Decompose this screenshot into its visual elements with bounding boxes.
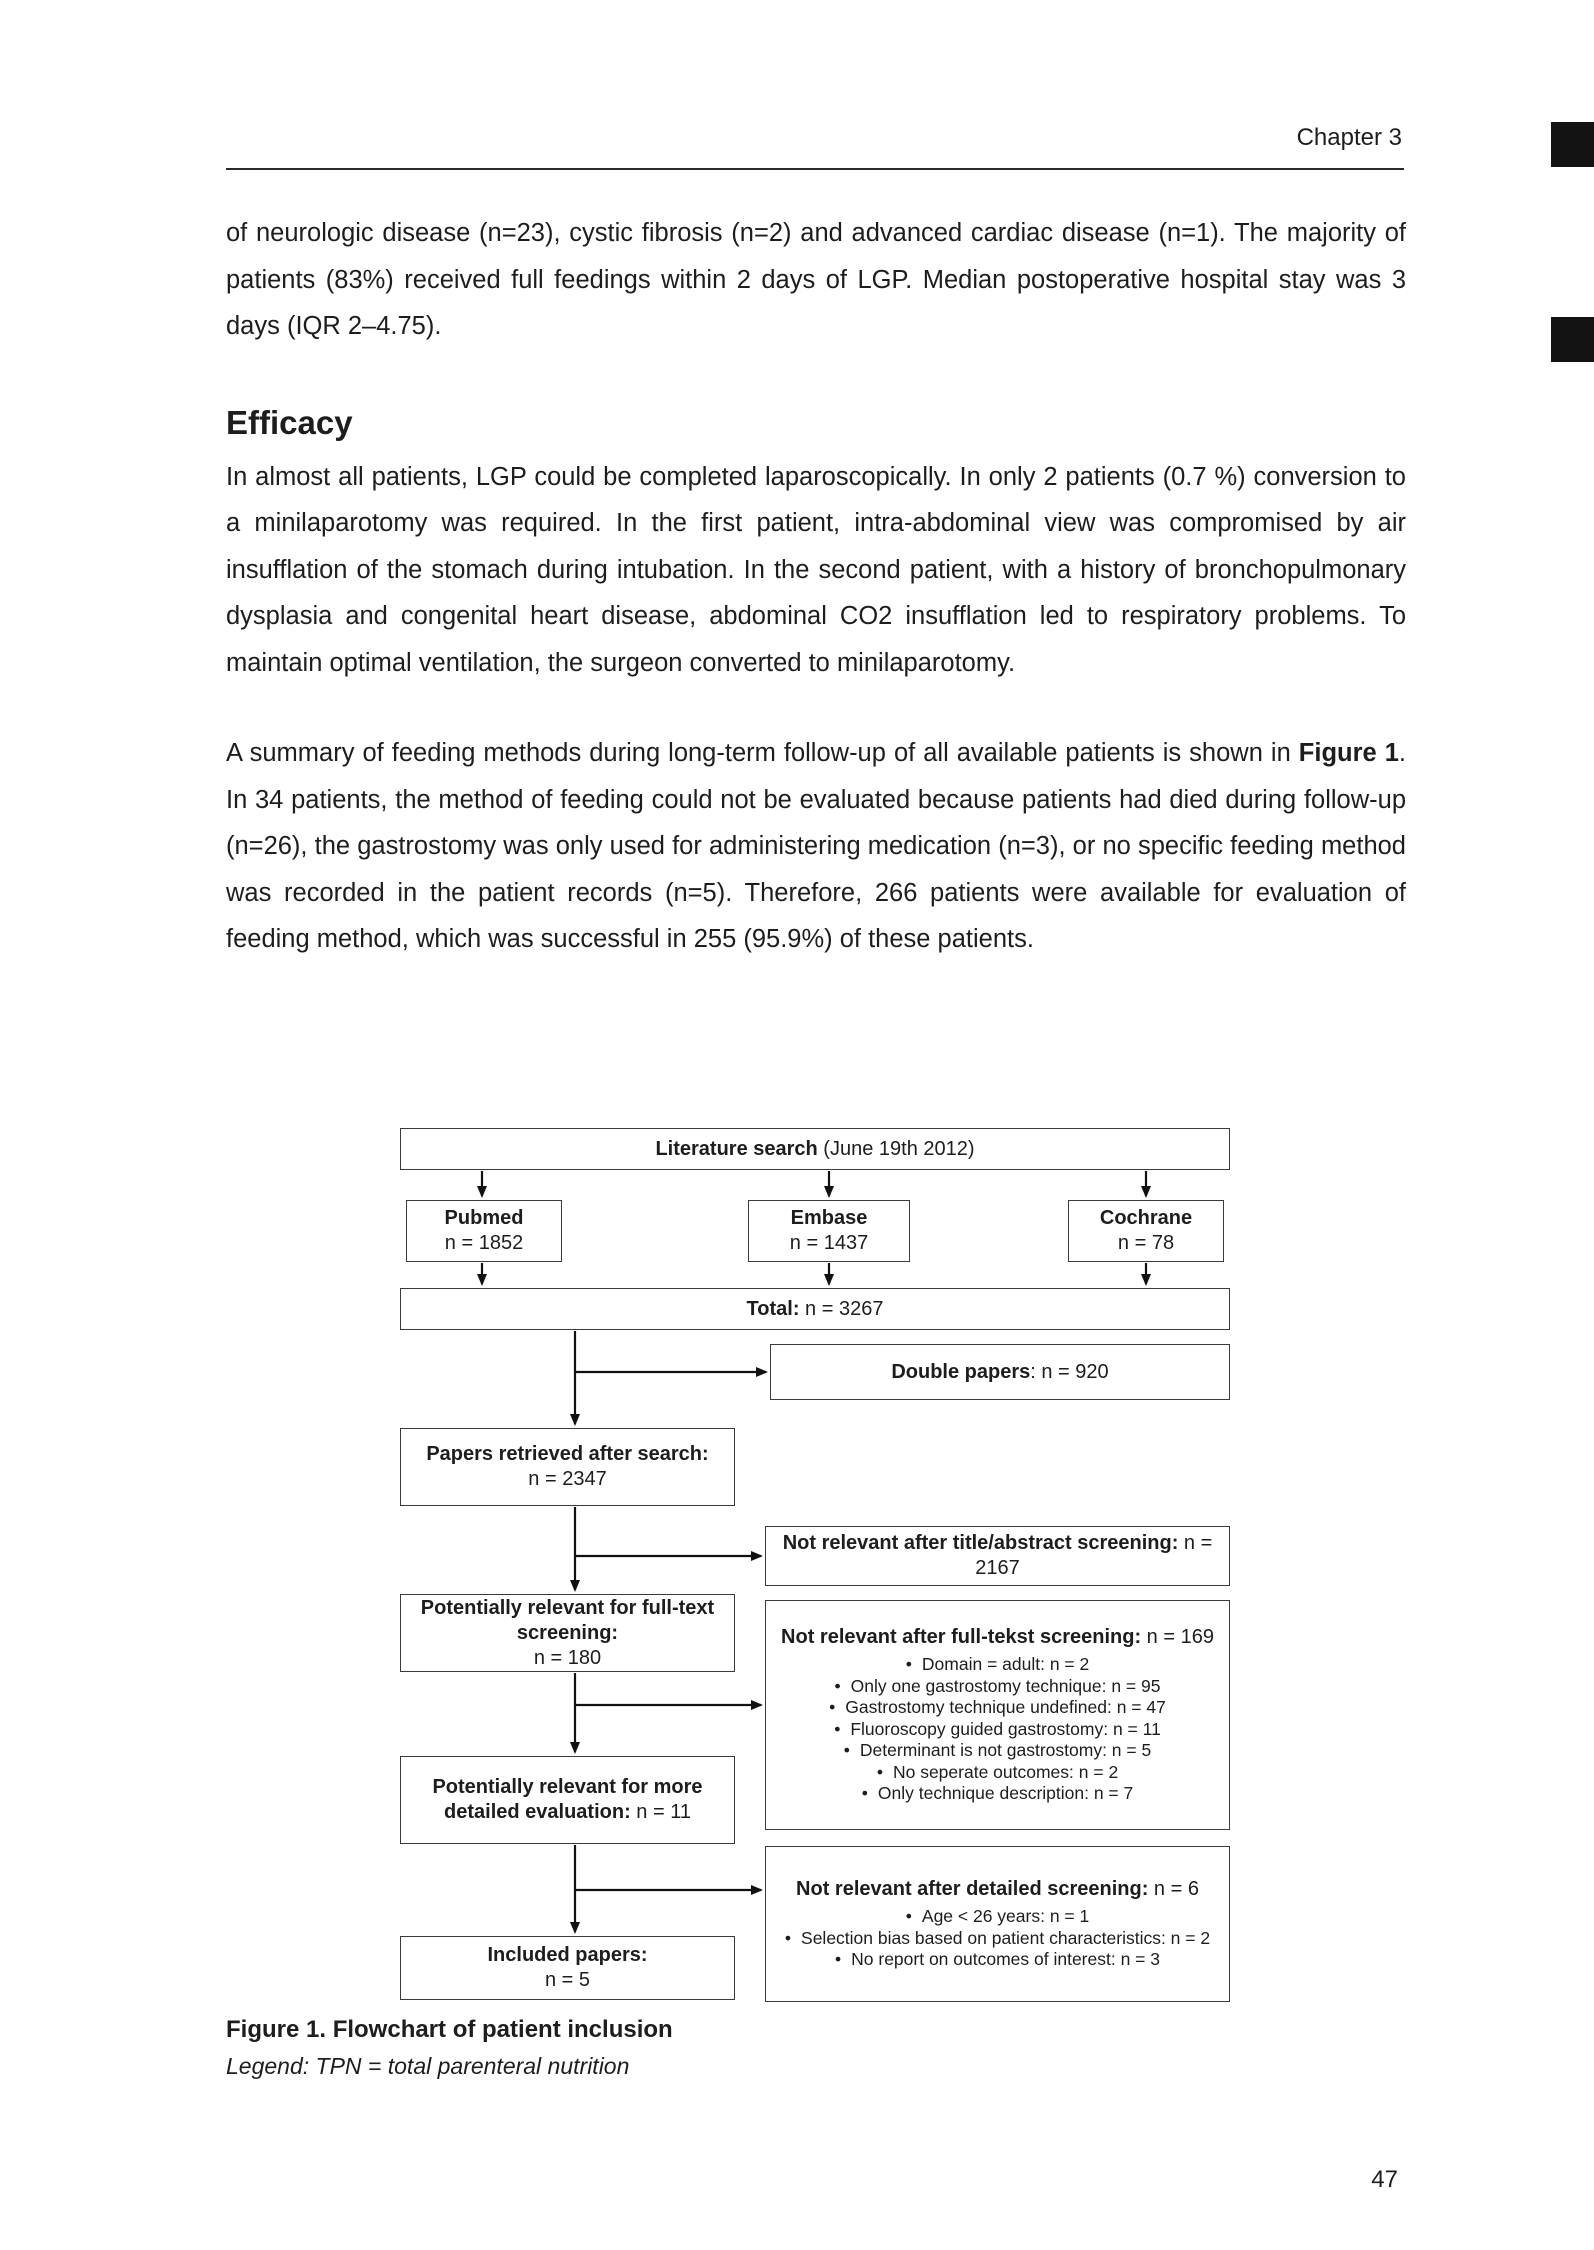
chapter-label: Chapter 3	[1296, 124, 1402, 151]
box-title: Not relevant after detailed screening:	[796, 1878, 1149, 1901]
reason-item: • Only technique description: n = 7	[776, 1783, 1219, 1805]
box-content	[781, 1360, 1219, 1385]
box-content	[776, 1531, 1219, 1581]
flow-box-papers-retrieved	[400, 1428, 735, 1506]
box-title: Potentially relevant for full-text screening:	[420, 1596, 715, 1644]
reason-item: • No seperate outcomes: n = 2	[776, 1762, 1219, 1784]
box-title: Potentially relevant for more detailed evaluation:	[432, 1776, 703, 1823]
flow-box-literature-search	[400, 1128, 1230, 1170]
reason-item: • Age < 26 years: n = 1	[776, 1906, 1219, 1928]
flow-box-not-relevant-title-abstract	[765, 1526, 1230, 1586]
section-edge-tab	[1551, 317, 1594, 362]
box-title: Papers retrieved after search:	[426, 1443, 709, 1465]
box-content	[1079, 1206, 1213, 1256]
box-detail: n = 2167	[975, 1532, 1213, 1579]
paragraph-3	[226, 730, 1406, 963]
box-detail: n = 2347	[528, 1468, 607, 1490]
reason-item: • Gastrostomy technique undefined: n = 47	[776, 1697, 1219, 1719]
figure-caption-legend: Legend: TPN = total parenteral nutrition	[226, 2053, 630, 2079]
chapter-edge-tab	[1551, 122, 1594, 167]
flow-box-not-relevant-detailed	[765, 1846, 1230, 2002]
box-title: Not relevant after full-tekst screening:	[781, 1626, 1142, 1649]
reason-item: • Fluoroscopy guided gastrostomy: n = 11	[776, 1719, 1219, 1741]
flow-box-cochrane	[1068, 1200, 1224, 1262]
flow-box-double-papers	[770, 1344, 1230, 1400]
reason-list	[776, 1906, 1219, 1971]
paragraph-3-text-cont: . In 34 patients, the method of feeding could not be evaluated because patients had died during follow-up (n=26), the gastrostomy was only used for administering medication (n=3), or no specific feeding method was recorded in the patient records (n=5). Therefore, 266 patients were available for evaluation of feeding method, which was successful in 255 (95.9%) of these patients.	[226, 739, 1406, 953]
box-title: Included papers:	[487, 1944, 648, 1966]
box-content	[417, 1206, 551, 1256]
reason-item: • Determinant is not gastrostomy: n = 5	[776, 1740, 1219, 1762]
box-title: Not relevant after title/abstract screening:	[782, 1532, 1179, 1554]
body-text	[226, 210, 1406, 963]
box-content	[411, 1943, 724, 1993]
reason-item: • Domain = adult: n = 2	[776, 1654, 1219, 1676]
box-detail: n = 3267	[799, 1297, 884, 1320]
box-detail: n = 6	[1148, 1878, 1199, 1901]
reason-item: • Only one gastrostomy technique: n = 95	[776, 1676, 1219, 1698]
box-content	[759, 1206, 899, 1256]
header-rule	[226, 168, 1404, 170]
box-content	[411, 1596, 724, 1671]
section-heading: Efficacy	[226, 403, 353, 441]
box-content	[411, 1137, 1219, 1162]
page-number: 47	[1371, 2166, 1398, 2193]
box-detail: n = 1437	[789, 1232, 869, 1254]
box-detail: : n = 920	[1030, 1360, 1109, 1383]
flow-box-embase	[748, 1200, 910, 1262]
paragraph-1: of neurologic disease (n=23), cystic fibrosis (n=2) and advanced cardiac disease (n=1). The majority of patients (83%) received full feedings within 2 days of LGP. Median postoperative hospital stay was 3 days (IQR 2–4.75).	[226, 219, 1406, 340]
figure-caption	[226, 2016, 673, 2080]
box-detail: (June 19th 2012)	[817, 1137, 975, 1160]
reason-item: • No report on outcomes of interest: n = 3	[776, 1949, 1219, 1971]
figure-reference: Figure 1	[1298, 739, 1399, 767]
flow-box-total	[400, 1288, 1230, 1330]
box-content	[411, 1297, 1219, 1322]
flow-box-detailed-evaluation	[400, 1756, 735, 1844]
box-title: Cochrane	[1099, 1207, 1193, 1229]
box-detail: n = 180	[533, 1646, 602, 1669]
flow-box-included-papers	[400, 1936, 735, 2000]
flow-box-fulltext-screening	[400, 1594, 735, 1672]
box-title: Double papers	[891, 1360, 1031, 1383]
box-content	[411, 1775, 724, 1825]
figure-caption-title: Figure 1. Flowchart of patient inclusion	[226, 2016, 673, 2043]
box-detail: n = 78	[1117, 1232, 1175, 1254]
paragraph-2: In almost all patients, LGP could be completed laparoscopically. In only 2 patients (0.7 %) conversion to a minilaparotomy was required. In the first patient, intra-abdominal view was compromised by air insufflation of the stomach during intubation. In the second patient, with a history of bronchopulmonary dysplasia and congenital heart disease, abdominal CO2 insufflation led to respiratory problems. To maintain optimal ventilation, the surgeon converted to minilaparotomy.	[226, 462, 1406, 677]
box-detail: n = 11	[630, 1801, 691, 1823]
box-title: Total:	[746, 1297, 800, 1320]
box-title: Embase	[790, 1207, 868, 1229]
box-content	[776, 1877, 1219, 1971]
box-content	[411, 1442, 724, 1492]
box-title: Pubmed	[444, 1207, 524, 1229]
reason-list	[776, 1654, 1219, 1805]
paragraph-3-text: A summary of feeding methods during long-term follow-up of all available patients is shown in	[226, 739, 1299, 767]
box-content	[776, 1625, 1219, 1805]
reason-item: • Selection bias based on patient characteristics: n = 2	[776, 1928, 1219, 1950]
box-detail: n = 169	[1141, 1626, 1214, 1649]
flow-box-pubmed	[406, 1200, 562, 1262]
flow-box-not-relevant-fulltekst	[765, 1600, 1230, 1830]
box-title: Literature search	[655, 1137, 818, 1160]
box-detail: n = 5	[544, 1969, 591, 1991]
box-detail: n = 1852	[444, 1232, 524, 1254]
